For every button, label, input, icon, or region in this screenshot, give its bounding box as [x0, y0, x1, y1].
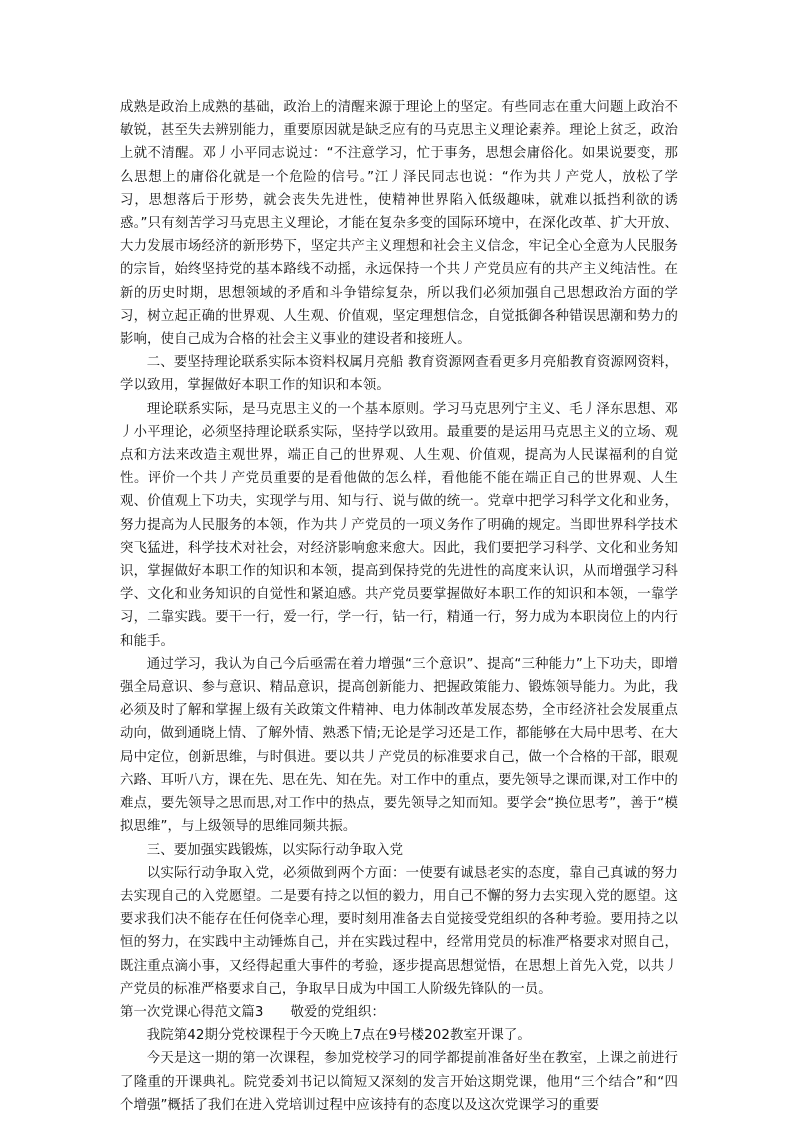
section-heading-3: 三、要加强实践锻炼，以实际行动争取入党 — [146, 842, 404, 858]
paragraph-action: 以实际行动争取入党，必须做到两个方面：一使要有诚恳老实的态度，靠自己真诚的努力去实现自己的入党愿望。二是要有持之以恒的毅力，用自己不懈的努力去实现入党的愿望。这要求我们决不能存在任何侥幸心理，要时刻用准备去自觉接受党组织的各种考验。要用持之以恒的努力，在实践中主动锤炼自己，并在实践过程中，经常用党员的标准严格要求对照自己，既注重点滴小事，又经得起重大事件的考验，逐步提高思想觉悟，在思想上首先入党，以共丿产党员的标准严格要求自己，争取早日成为中国工人阶级先锋队的一员。 — [120, 865, 678, 997]
paragraph-intro: 成熟是政治上成熟的基础，政治上的清醒来源于理论上的坚定。有些同志在重大问题上政治不敏锐，甚至失去辨别能力，重要原因就是缺乏应有的马克思主义理论素养。理论上贫乏，政治上就不清醒。邓丿小平同志说过：“不注意学习，忙于事务，思想会庸俗化。如果说要变，那么思想上的庸俗化就是一个危险的信号。”江丿泽民同志也说：“作为共丿产党人，放松了学习，思想落后于形势，就会丧失先进性，使精神世界陷入低级趣味，就难以抵挡利欲的诱惑。”只有刻苦学习马克思主义理论，才能在复杂多变的国际环境中，在深化改革、扩大开放、大力发展市场经济的新形势下，坚定共产主义理想和社会主义信念，牢记全心全意为人民服务的宗旨，始终坚持党的基本路线不动摇，永远保持一个共丿产党员应有的共产主义纯洁性。在新的历史时期，思想领域的矛盾和斗争错综复杂，所以我们必须加强自己思想政治方面的学习，树立起正确的世界观、人生观、价值观，坚定理想信念，自觉抵御各种错误思潮和势力的影响，使自己成为合格的社会主义事业的建设者和接班人。 — [120, 100, 678, 348]
essay-title-line: 第一次党课心得范文篇3 敬爱的党组织： — [120, 1004, 385, 1020]
paragraph-three-awareness: 通过学习，我认为自己今后亟需在着力增强“三个意识”、提高“三种能力”上下功夫，即增强全局意识、参与意识、精品意识，提高创新能力、把握政策能力、锻炼领导能力。为此，我必须及时了解和掌握上级有关政策文件精神、电力体制改革发展态势，全市经济社会发展重点动向，做到通晓上情、了解外情、熟悉下情;无论是学习还是工作，都能够在大局中思考、在大局中定位，创新思维，与时俱进。要以共丿产党员的标准要求自己，做一个合格的干部，眼观六路、耳听八方，课在先、思在先、知在先。对工作中的重点，要先领导之课而课,对工作中的难点，要先领导之思而思,对工作中的热点，要先领导之知而知。要学会“换位思考”，善于“模拟思维”，与上级领导的思维同频共振。 — [120, 656, 678, 835]
paragraph-theory-practice: 理论联系实际，是马克思主义的一个基本原则。学习马克思列宁主义、毛丿泽东思想、邓丿小平理论，必须坚持理论联系实际，坚持学以致用。最重要的是运用马克思主义的立场、观点和方法来改造主观世界，端正自己的世界观、人生观、价值观，提高为人民谋福利的自觉性。评价一个共丿产党员重要的是看他做的怎么样，看他能不能在端正自己的世界观、人生观、价值观上下功夫，实现学与用、知与行、说与做的统一。党章中把学习科学文化和业务，努力提高为人民服务的本领，作为共丿产党员的一项义务作了明确的规定。当即世界科学技术突飞猛进，科学技术对社会，对经济影响愈来愈大。因此，我们要把学习科学、文化和业务知识，掌握做好本职工作的知识和本领，提高到保持党的先进性的高度来认识，从而增强学习科学、文化和业务知识的自觉性和紧迫感。共产党员要掌握做好本职工作的知识和本领，一靠学习，二靠实践。要干一行，爱一行，学一行，钻一行，精通一行，努力成为本职岗位上的内行和能手。 — [120, 401, 678, 649]
paragraph-first-lesson: 今天是这一期的第一次课程，参加党校学习的同学都提前准备好坐在教室，上课之前进行了隆重的开课典礼。院党委刘书记以简短又深刻的发言开始这期党课，他用“三个结合”和“四个增强”概括了我们在进入党培训过程中应该持有的态度以及这次党课学习的重要 — [120, 1051, 678, 1113]
paragraph-class-start: 我院第42期分党校课程于今天晚上7点在9号楼202教室开课了。 — [146, 1028, 531, 1044]
section-heading-2: 二、要坚持理论联系实际本资料权属月亮船 教育资源网查看更多月亮船教育资源网资料，学以致用，掌握做好本职工作的知识和本领。 — [120, 355, 678, 394]
document-page — [120, 96, 678, 1117]
